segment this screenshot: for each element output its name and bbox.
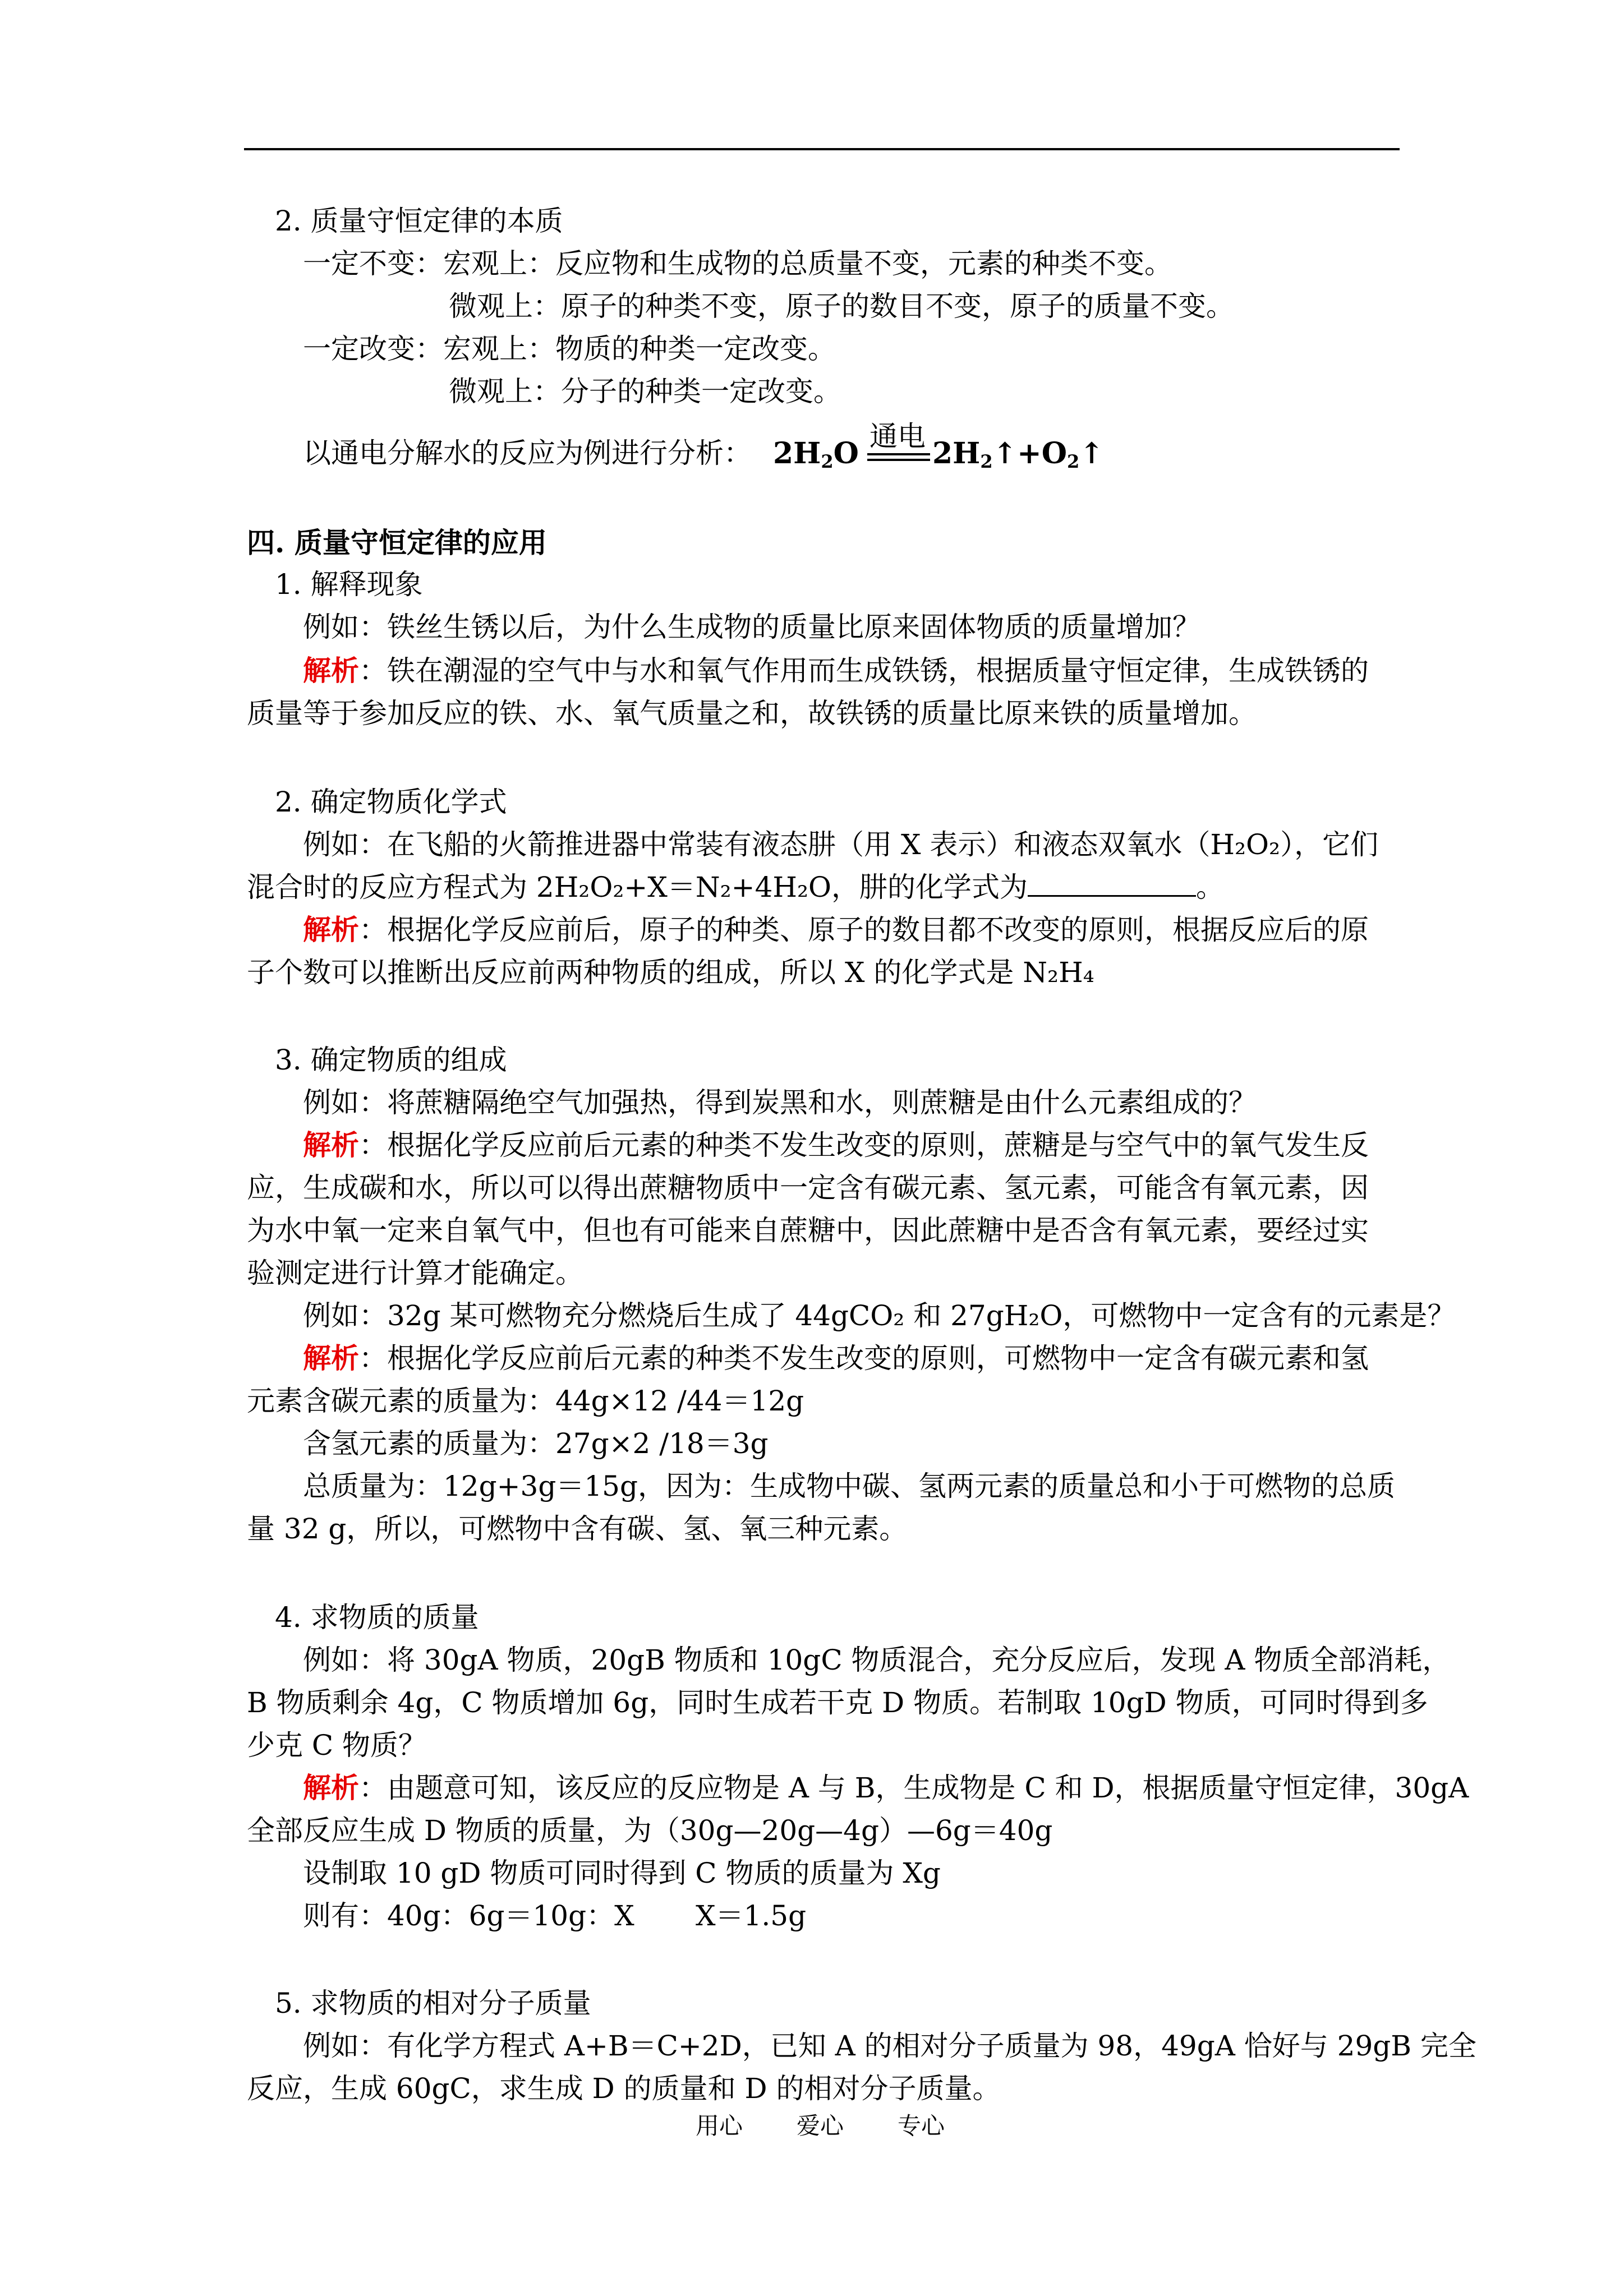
- item4-proportion: 则有：40g：6g＝10g：X: [303, 1899, 634, 1932]
- item4-analysis-line1: 解析：由题意可知，该反应的反应物是 A 与 B，生成物是 C 和 D，根据质量守恒定律，30gA: [303, 1771, 1469, 1804]
- equals-bar-bottom: [867, 459, 930, 461]
- changed-macro: 一定改变：宏观上：物质的种类一定改变。: [303, 333, 836, 365]
- item4-result: X＝1.5g: [696, 1899, 807, 1932]
- item3-hydrogen-calc: 含氢元素的质量为：27g×2 /18＝3g: [303, 1427, 769, 1460]
- item2b-analysis-line1: 解析：根据化学反应前后，原子的种类、原子的数目都不改变的原则，根据反应后的原: [303, 913, 1369, 946]
- equation-intro: 以通电分解水的反应为例进行分析：: [303, 437, 752, 469]
- item3-analysis2-line1: 解析：根据化学反应前后元素的种类不发生改变的原则，可燃物中一定含有碳元素和氢: [303, 1341, 1369, 1375]
- item2-title: 2. 质量守恒定律的本质: [275, 205, 563, 237]
- equation-lhs: $2H_2O$: [773, 436, 859, 472]
- analysis-label: 解析: [303, 1771, 359, 1804]
- item5-example-line2: 反应，生成 60gC，求生成 D 的质量和 D 的相对分子质量。: [247, 2072, 1001, 2105]
- item3-analysis1-line2: 应，生成碳和水，所以可以得出蔗糖物质中一定含有碳元素、氢元素，可能含有氧元素，因: [247, 1172, 1369, 1204]
- item5-title: 5. 求物质的相对分子质量: [275, 1987, 591, 2020]
- item4-title: 4. 求物质的质量: [275, 1601, 479, 1634]
- electrolysis-equation: [773, 414, 1104, 481]
- answer-blank: [1028, 870, 1196, 897]
- item1-analysis-line2: 质量等于参加反应的铁、水、氧气质量之和，故铁锈的质量比原来铁的质量增加。: [247, 697, 1257, 730]
- item2b-analysis-line2: 子个数可以推断出反应前两种物质的组成，所以 X 的化学式是 N₂H₄: [247, 956, 1094, 989]
- item3-analysis2-line2: 元素含碳元素的质量为：44g×12 /44＝12g: [247, 1385, 804, 1417]
- item3-example1: 例如：将蔗糖隔绝空气加强热，得到炭黑和水，则蔗糖是由什么元素组成的？: [303, 1086, 1257, 1119]
- item4-example-line3: 少克 C 物质？: [247, 1729, 427, 1762]
- item5-example-line1: 例如：有化学方程式 A+B＝C+2D，已知 A 的相对分子质量为 98，49gA 恰好与 29gB 完全: [303, 2030, 1476, 2062]
- item4-analysis-line2: 全部反应生成 D 物质的质量，为（30g—20g—4g）—6g＝40g: [247, 1814, 1053, 1847]
- item3-title: 3. 确定物质的组成: [275, 1044, 507, 1076]
- analysis-label: 解析: [303, 1341, 359, 1375]
- item3-analysis1-line1: 解析：根据化学反应前后元素的种类不发生改变的原则，蔗糖是与空气中的氧气发生反: [303, 1128, 1369, 1161]
- item3-example2: 例如：32g 某可燃物充分燃烧后生成了 44gCO₂ 和 27gH₂O，可燃物中一定含有的元素是？: [303, 1299, 1456, 1332]
- footer-text-3: 专心: [898, 2112, 945, 2140]
- unchanged-micro: 微观上：原子的种类不变，原子的数目不变，原子的质量不变。: [449, 290, 1234, 322]
- item3-total-line1: 总质量为：12g+3g＝15g，因为：生成物中碳、氢两元素的质量总和小于可燃物的总质: [303, 1470, 1395, 1502]
- footer-text-2: 爱心: [797, 2112, 844, 2140]
- footer-text-1: 用心: [696, 2112, 743, 2140]
- analysis-label: 解析: [303, 913, 359, 946]
- item4-set-statement: 设制取 10 gD 物质可同时得到 C 物质的质量为 Xg: [303, 1857, 941, 1889]
- changed-micro: 微观上：分子的种类一定改变。: [449, 375, 841, 408]
- item2b-example-line2: 混合时的反应方程式为 2H₂O₂+X＝N₂+4H₂O，肼的化学式为 。: [247, 871, 1225, 903]
- item2b-example-line1: 例如：在飞船的火箭推进器中常装有液态肼（用 X 表示）和液态双氧水（H₂O₂），它们: [303, 828, 1379, 861]
- unchanged-macro: 一定不变：宏观上：反应物和生成物的总质量不变，元素的种类不变。: [303, 247, 1172, 280]
- equals-bar-top: [867, 453, 930, 455]
- item3-total-line2: 量 32 g，所以，可燃物中含有碳、氢、氧三种元素。: [247, 1513, 908, 1545]
- item4-example-line1: 例如：将 30gA 物质，20gB 物质和 10gC 物质混合，充分反应后，发现 A 物质全部消耗，: [303, 1644, 1451, 1676]
- item1-analysis-line1: 解析：铁在潮湿的空气中与水和氧气作用而生成铁锈，根据质量守恒定律，生成铁锈的: [303, 654, 1369, 687]
- item3-analysis1-line4: 验测定进行计算才能确定。: [247, 1257, 583, 1289]
- item2b-title: 2. 确定物质化学式: [275, 786, 507, 818]
- analysis-label: 解析: [303, 654, 359, 687]
- section4-heading: 四. 质量守恒定律的应用: [247, 526, 547, 559]
- equation-rhs: $2H_2↑+O_2↑$: [932, 436, 1104, 472]
- item1-title: 1. 解释现象: [275, 568, 423, 601]
- item4-example-line2: B 物质剩余 4g，C 物质增加 6g，同时生成若干克 D 物质。若制取 10gD 物质，可同时得到多: [247, 1686, 1428, 1719]
- item3-analysis1-line3: 为水中氧一定来自氧气中，但也有可能来自蔗糖中，因此蔗糖中是否含有氧元素，要经过实: [247, 1214, 1369, 1247]
- item1-example: 例如：铁丝生锈以后，为什么生成物的质量比原来固体物质的质量增加？: [303, 611, 1200, 643]
- reaction-condition: 通电: [869, 420, 926, 453]
- analysis-label: 解析: [303, 1128, 359, 1161]
- header-rule: [244, 148, 1400, 150]
